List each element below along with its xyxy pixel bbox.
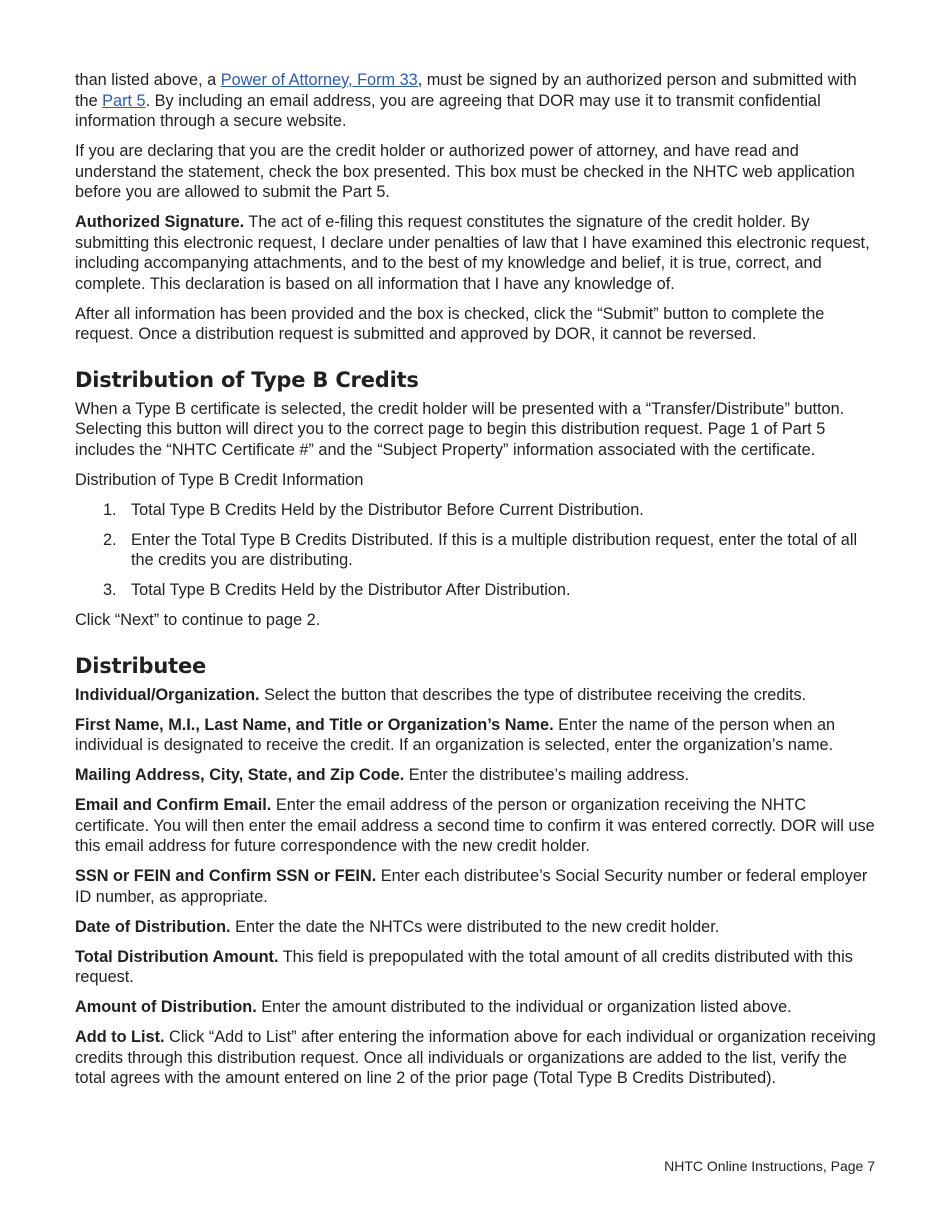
distributee-item-add-to-list: [75, 1027, 880, 1089]
list-item-text: Total Type B Credits Held by the Distributor After Distribution.: [131, 581, 571, 599]
item-text: Enter the amount distributed to the individual or organization listed above.: [256, 998, 792, 1016]
list-item-text: Total Type B Credits Held by the Distributor Before Current Distribution.: [131, 500, 644, 519]
intro-text-a: than listed above, a: [75, 71, 221, 89]
type-b-paragraph-1: When a Type B certificate is selected, the credit holder will be presented with a “Transfer/Distribute” button. Selecting this button will direct you to the correct page to begin this distribution request. Page 1 of Part 5 includes the “NHTC Certificate #” and the “Subject Property” information associated with the certificate.: [75, 399, 845, 459]
document-page: [75, 70, 880, 1098]
authorized-signature-text: The act of e-filing this request constitutes the signature of the credit holder. By submitting this electronic request, I declare under penalties of law that I have examined this electronic request, including accompanying attachments, and to the best of my knowledge and belief, it is true, correct, and complete. This declaration is based on all information that I have any knowledge of.: [75, 213, 870, 293]
item-text: Enter the date the NHTCs were distributed to the new credit holder.: [230, 917, 720, 936]
list-item: [75, 500, 880, 521]
page-footer: NHTC Online Instructions, Page 7: [664, 1158, 875, 1174]
distributee-item-email: [75, 795, 880, 857]
distributee-heading: Distributee: [75, 653, 207, 678]
intro-paragraph-2: If you are declaring that you are the credit holder or authorized power of attorney, and have read and understand the statement, check the box presented. This box must be checked in the NHTC web application before you are allowed to submit the Part 5.: [75, 142, 855, 201]
item-text: Enter the email address of the person or organization receiving the NHTC certificate. You will then enter the email address a second time to confirm it was entered correctly. DOR will use this email address for future correspondence with the new credit holder.: [75, 796, 875, 855]
type-b-paragraph-2: Distribution of Type B Credit Information: [75, 470, 364, 489]
distributee-item-mailing-address: [75, 765, 880, 786]
item-text: Enter each distributee’s Social Security number or federal employer ID number, as appropriate.: [75, 867, 868, 906]
distributee-item-amount: [75, 997, 880, 1018]
item-text: Click “Add to List” after entering the information above for each individual or organization receiving credits through this distribution request. Once all individuals or organizations are added to the list, verify the total agrees with the amount entered on line 2 of the prior page (Total Type B Credits Distributed).: [75, 1028, 876, 1087]
list-item-number: 3.: [103, 581, 117, 599]
authorized-signature-label: Authorized Signature.: [75, 213, 245, 231]
distributee-item-ssn-fein: [75, 866, 880, 907]
item-label: Amount of Distribution.: [75, 998, 257, 1016]
item-text: Select the button that describes the type of distributee receiving the credits.: [259, 685, 807, 704]
type-b-list: [75, 500, 880, 601]
distributee-item-total-amount: [75, 947, 880, 988]
power-of-attorney-link[interactable]: Power of Attorney, Form 33: [220, 71, 418, 89]
distributee-item-date: [75, 917, 880, 938]
intro-text-c: . By including an email address, you are agreeing that DOR may use it to transmit confidential information through a secure website.: [75, 91, 821, 130]
item-label: SSN or FEIN and Confirm SSN or FEIN.: [75, 867, 377, 885]
item-label: Total Distribution Amount.: [75, 947, 279, 966]
distributee-item-individual-organization: [75, 685, 880, 706]
list-item: [75, 530, 880, 571]
intro-paragraph-1: [75, 70, 880, 132]
item-label: Date of Distribution.: [75, 917, 231, 936]
item-text: Enter the name of the person when an individual is designated to receive the credit. If an organization is selected, enter the organization’s name.: [75, 715, 836, 754]
list-item-number: 1.: [103, 500, 117, 519]
item-label: Email and Confirm Email.: [75, 796, 272, 814]
list-item-number: 2.: [103, 530, 117, 549]
list-item: [75, 580, 880, 601]
intro-text-b: , must be signed by an authorized person and submitted with the: [75, 71, 857, 110]
item-label: Individual/Organization.: [75, 685, 260, 704]
list-item-text: Enter the Total Type B Credits Distributed. If this is a multiple distribution request, enter the total of all the credits you are distributing.: [131, 530, 858, 569]
item-label: Mailing Address, City, State, and Zip Code.: [75, 766, 405, 784]
distributee-item-name: [75, 715, 880, 756]
type-b-heading: Distribution of Type B Credits: [75, 367, 419, 392]
type-b-paragraph-3: Click “Next” to continue to page 2.: [75, 611, 321, 629]
item-text: Enter the distributee’s mailing address.: [404, 766, 690, 784]
item-text: This field is prepopulated with the total amount of all credits distributed with this request.: [75, 947, 853, 986]
part-5-link[interactable]: Part 5: [102, 91, 146, 110]
intro-paragraph-4: After all information has been provided and the box is checked, click the “Submit” button to complete the request. Once a distribution request is submitted and approved by DOR, it cannot be reversed.: [75, 304, 825, 343]
item-label: Add to List.: [75, 1028, 165, 1046]
authorized-signature-paragraph: [75, 212, 880, 294]
item-label: First Name, M.I., Last Name, and Title or Organization’s Name.: [75, 715, 554, 734]
